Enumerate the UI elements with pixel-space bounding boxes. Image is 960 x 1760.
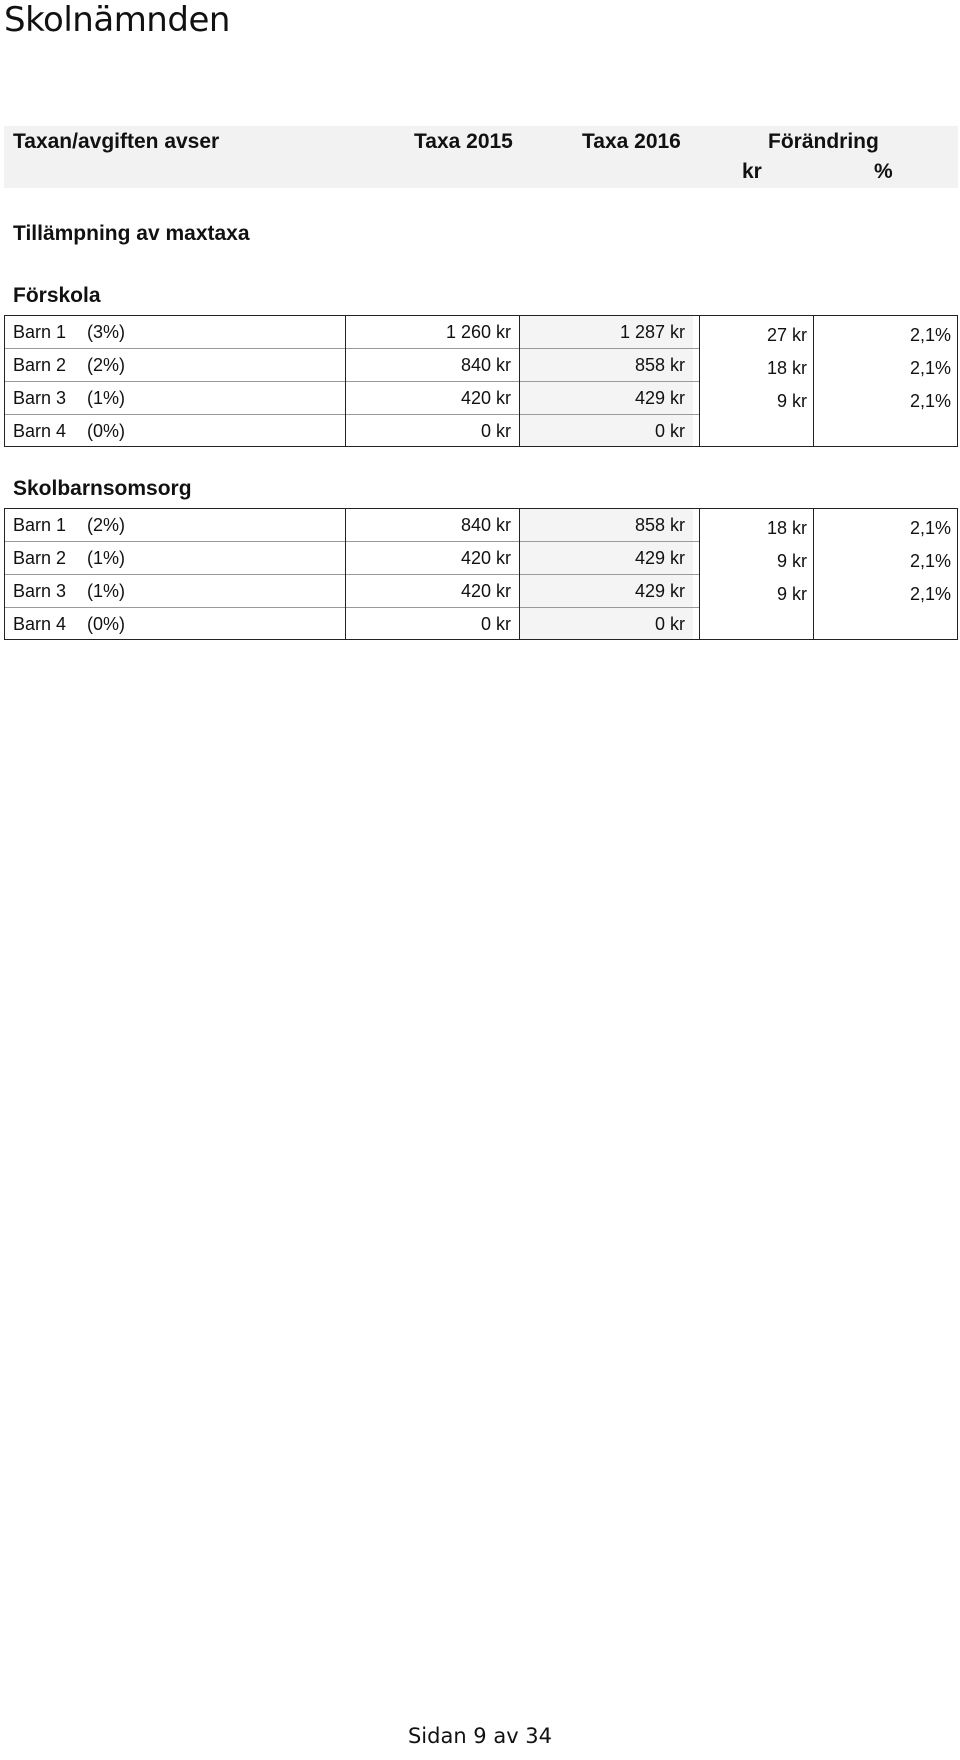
taxa-2016-value: 858 kr [634, 515, 685, 535]
page-title: Skolnämnden [4, 0, 230, 40]
row-share: (0%) [87, 614, 126, 634]
change-kr-value: 27 kr [766, 325, 807, 345]
change-percent-value: 2,1% [909, 518, 951, 538]
taxa-2015-value: 840 kr [460, 355, 511, 375]
change-kr-value: 9 kr [776, 551, 807, 571]
row-label: Barn 1 [13, 515, 67, 535]
taxa-2015-value: 0 kr [480, 614, 511, 634]
change-percent-value: 2,1% [909, 584, 951, 604]
change-percent-value: 2,1% [909, 325, 951, 345]
header-change-kr: kr [742, 160, 762, 183]
table-row [5, 509, 699, 541]
group-title-forskola: Förskola [13, 284, 101, 307]
table-row [5, 575, 699, 607]
taxa-2016-value: 858 kr [634, 355, 685, 375]
row-label: Barn 4 [13, 421, 67, 441]
taxa-2015-value: 420 kr [460, 388, 511, 408]
row-share: (1%) [87, 388, 126, 408]
taxa-2015-value: 840 kr [460, 515, 511, 535]
change-percent-value: 2,1% [909, 358, 951, 378]
table-row [5, 542, 699, 574]
taxa-2015-value: 420 kr [460, 548, 511, 568]
taxa-2015-value: 1 260 kr [445, 322, 511, 342]
header-change: Förändring [768, 130, 879, 153]
header-change-percent: % [874, 160, 893, 183]
table-row [5, 415, 699, 447]
row-label: Barn 3 [13, 388, 67, 408]
change-kr-value: 9 kr [776, 584, 807, 604]
row-label: Barn 3 [13, 581, 67, 601]
taxa-2015-value: 0 kr [480, 421, 511, 441]
row-label: Barn 2 [13, 355, 67, 375]
header-label-column: Taxan/avgiften avser [13, 130, 220, 153]
taxa-2015-value: 420 kr [460, 581, 511, 601]
row-label: Barn 2 [13, 548, 67, 568]
change-percent-value: 2,1% [909, 391, 951, 411]
row-label: Barn 1 [13, 322, 67, 342]
section-title: Tillämpning av maxtaxa [13, 222, 250, 245]
taxa-2016-value: 429 kr [634, 581, 685, 601]
taxa-2016-value: 0 kr [654, 614, 685, 634]
row-share: (1%) [87, 581, 126, 601]
table-header [4, 126, 958, 188]
table-row [5, 349, 699, 381]
page-number: Sidan 9 av 34 [407, 1724, 553, 1748]
table-row [5, 316, 699, 348]
change-kr-value: 18 kr [766, 518, 807, 538]
taxa-2016-value: 1 287 kr [619, 322, 685, 342]
change-kr-value: 9 kr [776, 391, 807, 411]
table-row [5, 608, 699, 640]
change-kr-value: 18 kr [766, 358, 807, 378]
group-title-skolbarnsomsorg: Skolbarnsomsorg [13, 477, 192, 500]
header-taxa-2016: Taxa 2016 [582, 130, 681, 153]
header-taxa-2015: Taxa 2015 [414, 130, 513, 153]
row-share: (3%) [87, 322, 126, 342]
taxa-2016-value: 429 kr [634, 388, 685, 408]
row-share: (1%) [87, 548, 126, 568]
table-row [5, 382, 699, 414]
row-share: (0%) [87, 421, 126, 441]
taxa-2016-value: 429 kr [634, 548, 685, 568]
row-share: (2%) [87, 355, 126, 375]
change-percent-value: 2,1% [909, 551, 951, 571]
taxa-2016-value: 0 kr [654, 421, 685, 441]
row-share: (2%) [87, 515, 126, 535]
table-forskola [4, 315, 958, 447]
table-skolbarnsomsorg [4, 508, 958, 640]
row-label: Barn 4 [13, 614, 67, 634]
